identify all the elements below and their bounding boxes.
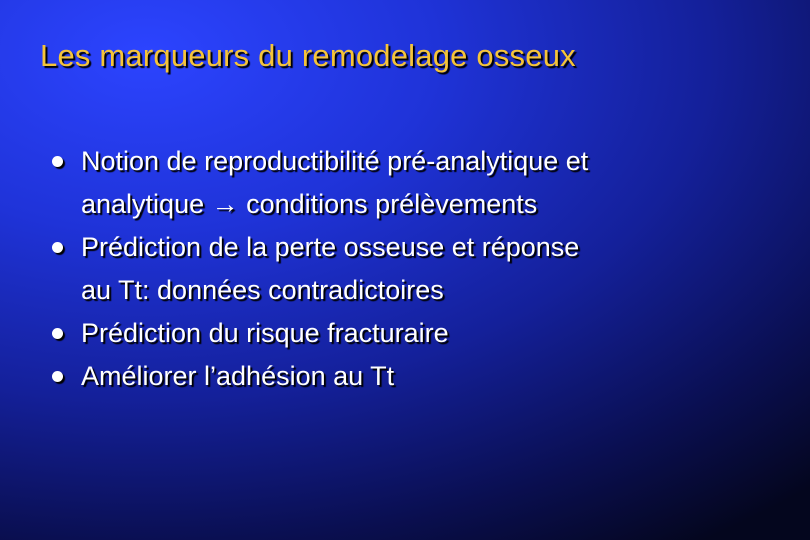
bullet-item <box>52 226 792 312</box>
bullet-line: Prédiction de la perte osseuse et réponse <box>81 232 580 262</box>
bullet-line: analytique → conditions prélèvements <box>81 189 538 219</box>
bullet-line: Améliorer l’adhésion au Tt <box>81 361 395 391</box>
bullet-dot-icon <box>52 156 63 167</box>
bullet-item <box>52 355 792 398</box>
bullet-dot-icon <box>52 328 63 339</box>
bullet-line: Notion de reproductibilité pré-analytique et <box>81 146 589 176</box>
bullet-line: au Tt: données contradictoires <box>81 275 444 305</box>
bullet-list <box>52 140 792 398</box>
bullet-line: Prédiction du risque fracturaire <box>81 318 449 348</box>
slide-title: Les marqueurs du remodelage osseux <box>40 38 576 73</box>
bullet-item <box>52 312 792 355</box>
bullet-dot-icon <box>52 242 63 253</box>
bullet-item <box>52 140 792 226</box>
bullet-dot-icon <box>52 371 63 382</box>
